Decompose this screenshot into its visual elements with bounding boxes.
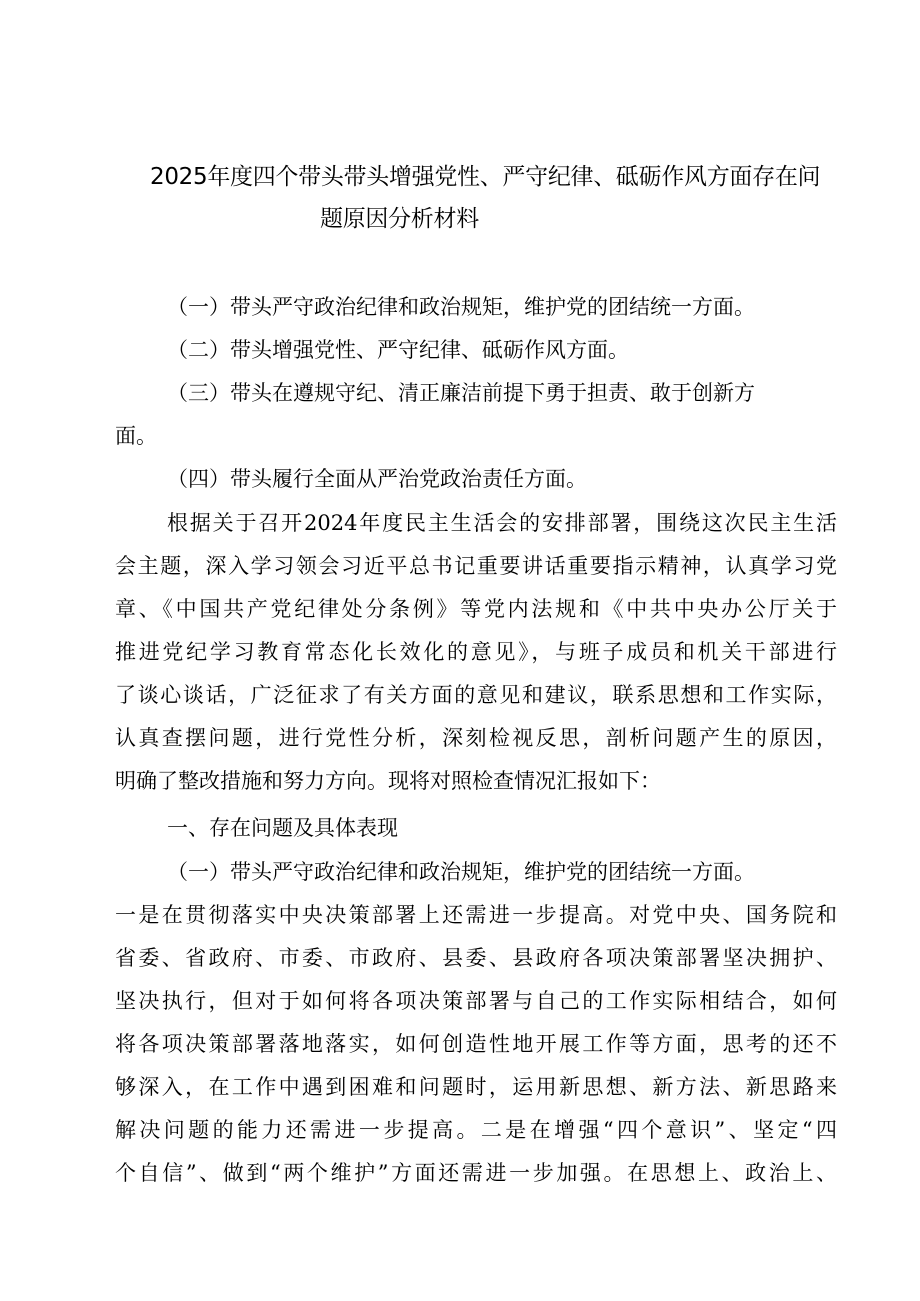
body-line: 一是在贯彻落实中央决策部署上还需进一步提高。对党中央、国务院和 xyxy=(115,903,837,927)
intro-line: 推进党纪学习教育常态化长效化的意见》，与班子成员和机关干部进行 xyxy=(115,640,837,664)
body-line: 省委、省政府、市委、市政府、县委、县政府各项决策部署坚决拥护、 xyxy=(115,946,837,970)
document-title xyxy=(150,156,850,240)
body-line: 坚决执行，但对于如何将各项决策部署与自己的工作实际相结合，如何 xyxy=(115,989,837,1013)
intro-line: 会主题，深入学习领会习近平总书记重要讲话重要指示精神，认真学习党 xyxy=(115,554,837,578)
outline-item-4: （四）带头履行全面从严治党政治责任方面。 xyxy=(167,467,587,491)
intro-line: 根据关于召开2024年度民主生活会的安排部署，围绕这次民主生活 xyxy=(167,511,837,535)
body-line: 将各项决策部署落地落实，如何创造性地开展工作等方面，思考的还不 xyxy=(115,1032,837,1056)
section-subheading: （一）带头严守政治纪律和政治规矩，维护党的团结统一方面。 xyxy=(167,860,755,884)
intro-line: 认真查摆问题，进行党性分析，深刻检视反思，剖析问题产生的原因， xyxy=(115,726,837,750)
outline-item-2: （二）带头增强党性、严守纪律、砥砺作风方面。 xyxy=(167,338,629,362)
outline-item-1: （一）带头严守政治纪律和政治规矩，维护党的团结统一方面。 xyxy=(167,295,755,319)
title-line-2: 题原因分析材料 xyxy=(320,206,479,232)
outline-item-3: （三）带头在遵规守纪、清正廉洁前提下勇于担责、敢于创新方 xyxy=(167,381,755,405)
outline-item-3-cont: 面。 xyxy=(115,424,157,448)
section-heading: 一、存在问题及具体表现 xyxy=(167,816,398,840)
body-line: 够深入，在工作中遇到困难和问题时，运用新思想、新方法、新思路来 xyxy=(115,1075,837,1099)
body-line: 解决问题的能力还需进一步提高。二是在增强“四个意识”、坚定“四 xyxy=(115,1118,837,1142)
intro-line: 了谈心谈话，广泛征求了有关方面的意见和建议，联系思想和工作实际， xyxy=(115,683,837,707)
body-line: 个自信”、做到“两个维护”方面还需进一步加强。在思想上、政治上、 xyxy=(115,1161,837,1185)
title-line-1: 2025年度四个带头带头增强党性、严守纪律、砥砺作风方面存在问 xyxy=(150,164,821,190)
intro-line: 明确了整改措施和努力方向。现将对照检查情况汇报如下： xyxy=(115,769,661,793)
intro-line: 章、《中国共产党纪律处分条例》等党内法规和《中共中央办公厅关于 xyxy=(115,597,837,621)
